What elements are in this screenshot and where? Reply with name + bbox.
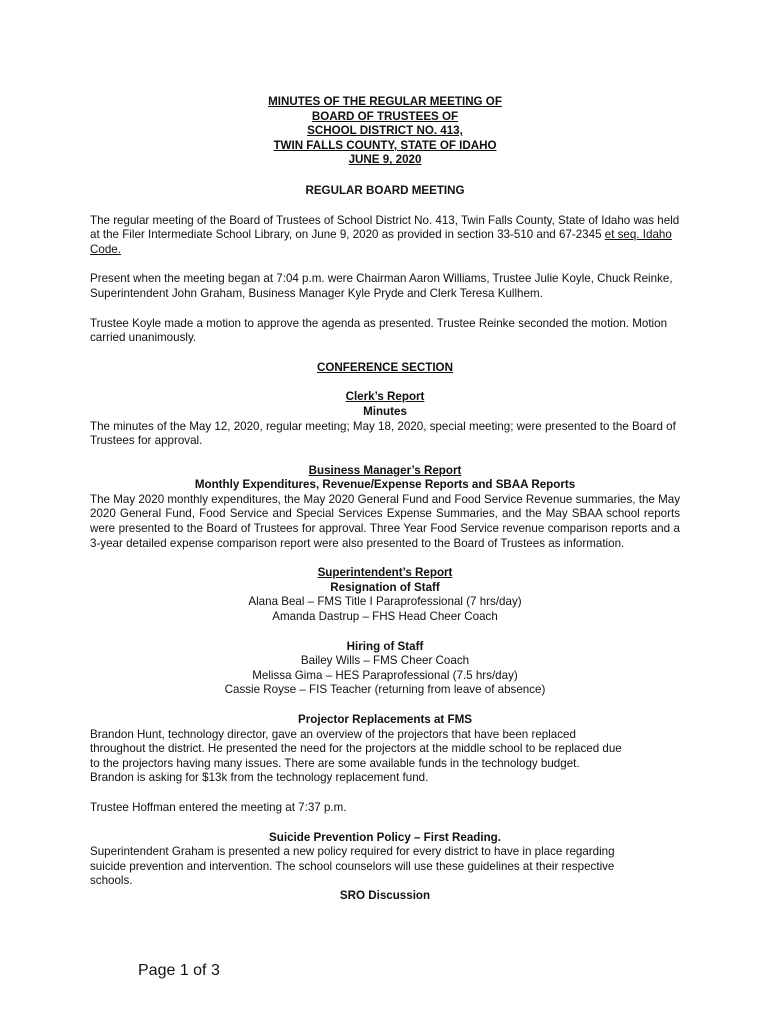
hoffman-paragraph: Trustee Hoffman entered the meeting at 7:37 p.m. (90, 800, 347, 814)
document-title (90, 95, 680, 168)
superintendent-report-section (90, 566, 680, 698)
resignation-item: Alana Beal – FMS Title I Paraprofessional (7 hrs/day) (248, 595, 522, 609)
hire-item: Cassie Royse – FIS Teacher (returning from leave of absence) (224, 683, 546, 697)
hire-item: Bailey Wills – FMS Cheer Coach (300, 654, 470, 668)
present-paragraph: Present when the meeting began at 7:04 p.m. were Chairman Aaron Williams, Trustee Julie Koyle, Chuck Reinke, Superintendent John Graham, Business Manager Kyle Pryde and Clerk Teresa Kullhem. (90, 272, 673, 300)
title-line-3: SCHOOL DISTRICT NO. 413, (307, 124, 463, 138)
sro-heading: SRO Discussion (339, 888, 431, 902)
projector-heading: Projector Replacements at FMS (298, 713, 472, 726)
suicide-policy-heading: Suicide Prevention Policy – First Reading. (269, 830, 501, 844)
projector-section (90, 713, 680, 786)
title-line-2: BOARD OF TRUSTEES OF (311, 109, 459, 123)
suicide-policy-line: Superintendent Graham is presented a new policy required for every district to have in place regarding (90, 845, 615, 859)
projector-line: Brandon Hunt, technology director, gave an overview of the projectors that have been replaced (90, 727, 576, 741)
clerk-report-heading: Clerk’s Report (345, 390, 425, 404)
code-reference: et seq. Idaho Code. (90, 228, 672, 256)
suicide-policy-line: suicide prevention and intervention. The school counselors will use these guidelines at their respective (90, 859, 615, 873)
title-line-4: TWIN FALLS COUNTY, STATE OF IDAHO (273, 138, 497, 152)
conference-section-heading: CONFERENCE SECTION (317, 360, 453, 374)
title-line-5: JUNE 9, 2020 (348, 153, 422, 167)
document-page (90, 95, 680, 904)
minutes-paragraph: The minutes of the May 12, 2020, regular meeting; May 18, 2020, special meeting; were presented to the Board of Trustees for approval. (90, 419, 676, 448)
projector-line: to the projectors having many issues. There are some available funds in the technology budget. (90, 756, 580, 770)
business-report-section (90, 464, 680, 552)
resignation-item: Amanda Dastrup – FHS Head Cheer Coach (272, 610, 498, 624)
clerk-report-section (90, 390, 680, 448)
projector-line: Brandon is asking for $13k from the technology replacement fund. (90, 771, 429, 785)
intro-paragraph (90, 214, 680, 258)
hire-item: Melissa Gima – HES Paraprofessional (7.5 hrs/day) (252, 668, 518, 682)
agenda-motion-paragraph: Trustee Koyle made a motion to approve the agenda as presented. Trustee Reinke seconded the motion. Motion carried unanimously. (90, 316, 668, 345)
suicide-policy-line: schools. (90, 874, 133, 888)
hiring-subheading: Hiring of Staff (346, 639, 424, 653)
expenditures-paragraph: The May 2020 monthly expenditures, the May 2020 General Fund and Food Service Revenue summaries, the May 2020 General Fund, Food Service and Special Services Expense Summaries, and the May SBAA school reports were presented to the Board of Trustees for approval. Three Year Food Service revenue comparison reports and a 3-year detailed expense comparison report were also presented to the Board of Trustees as information. (90, 492, 680, 550)
suicide-policy-section (90, 831, 680, 889)
expenditures-subheading: Monthly Expenditures, Revenue/Expense Reports and SBAA Reports (194, 478, 576, 492)
superintendent-report-heading: Superintendent’s Report (317, 566, 453, 580)
projector-line: throughout the district. He presented the need for the projectors at the middle school to be replaced due (90, 742, 622, 756)
intro-text: The regular meeting of the Board of Trustees of School District No. 413, Twin Falls County, State of Idaho was held at the Filer Intermediate School Library, on June 9, 2020 as provided in section 33-510 and 67-2345 (90, 213, 680, 242)
meeting-type-heading: REGULAR BOARD MEETING (305, 183, 465, 197)
page-number-footer: Page 1 of 3 (138, 962, 220, 979)
business-report-heading: Business Manager’s Report (308, 463, 462, 477)
minutes-subheading: Minutes (363, 404, 407, 418)
resignation-subheading: Resignation of Staff (330, 580, 440, 594)
title-line-1: MINUTES OF THE REGULAR MEETING OF (268, 95, 502, 108)
